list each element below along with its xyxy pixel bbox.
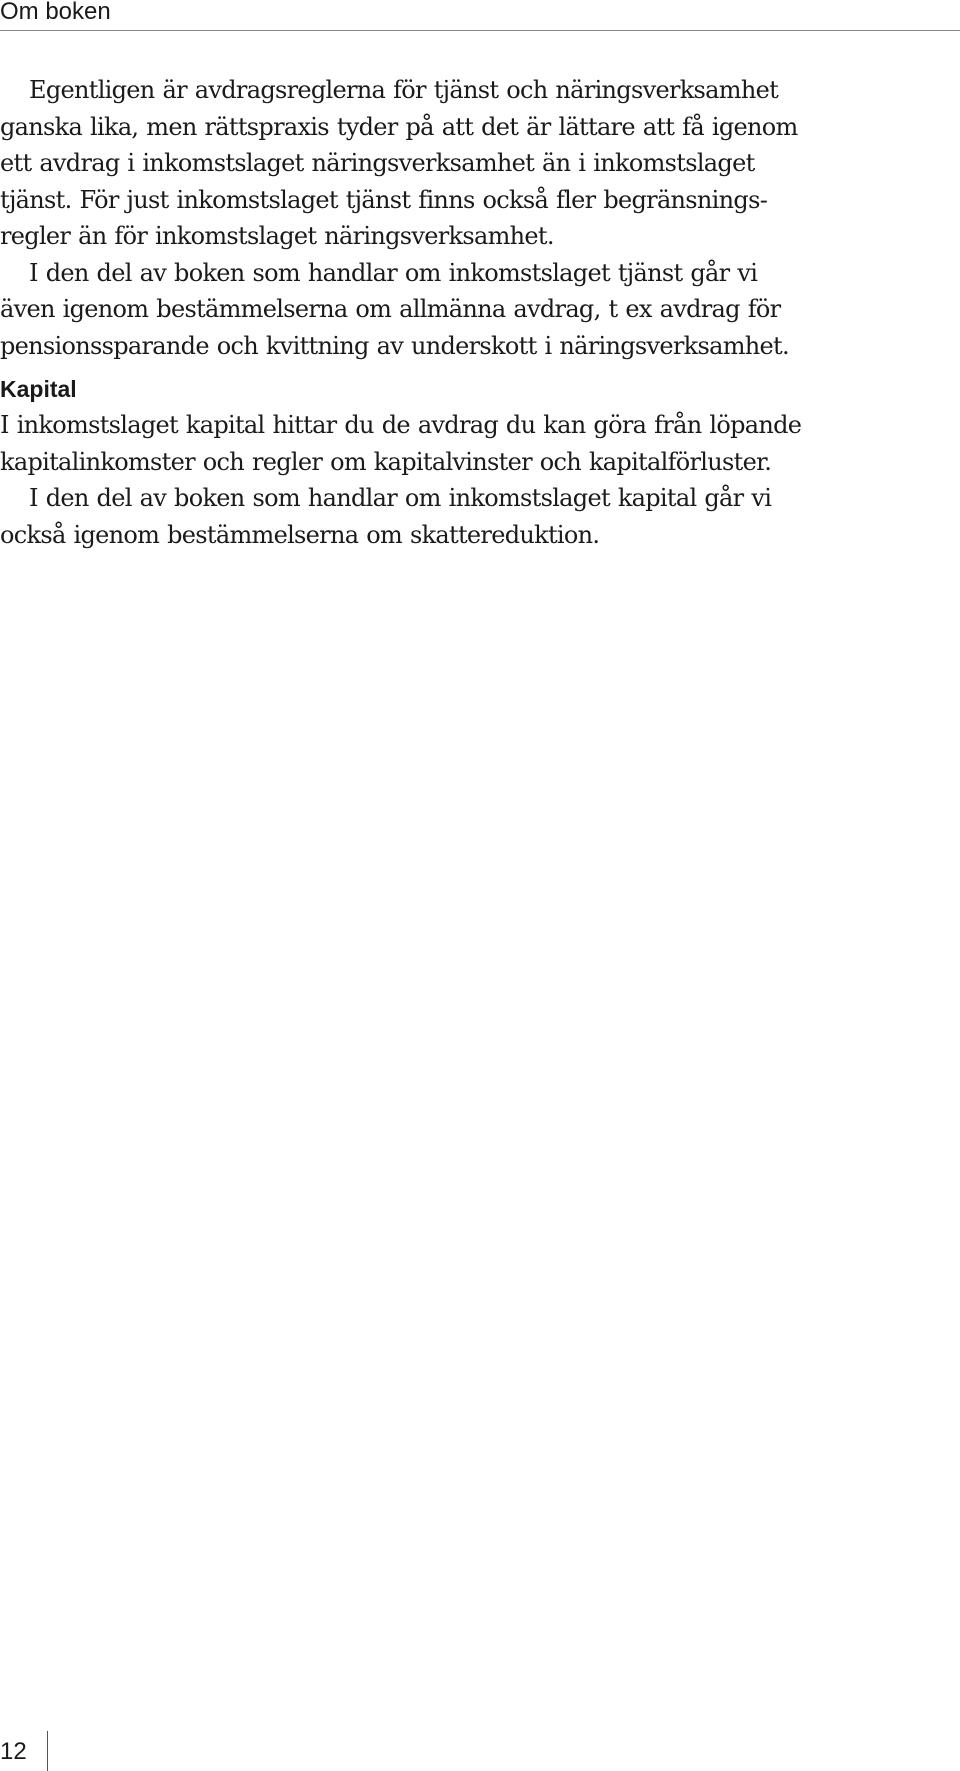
intro-paragraph-1 [0, 72, 960, 255]
kapital-paragraph-1 [0, 407, 960, 480]
section-heading-kapital: Kapital [0, 376, 77, 402]
text-line: pensionssparande och kvittning av underskott i näringsverksamhet. [0, 331, 789, 360]
running-head: Om boken [0, 0, 111, 25]
folio-divider [47, 1731, 48, 1771]
kapital-paragraph-2 [0, 480, 960, 553]
text-line: även igenom bestämmelserna om allmänna avdrag, t ex avdrag för [0, 295, 781, 323]
header-divider [0, 30, 960, 31]
text-line: I den del av boken som handlar om inkomstslaget kapital går vi [29, 484, 772, 512]
text-line: regler än för inkomstslaget näringsverksamhet. [0, 222, 554, 250]
page-number: 12 [0, 1738, 27, 1765]
intro-paragraph-2 [0, 255, 960, 365]
text-line: också igenom bestämmelserna om skattereduktion. [0, 520, 600, 549]
body-text [0, 72, 960, 553]
text-line: I inkomstslaget kapital hittar du de avdrag du kan göra från löpande [0, 411, 802, 439]
text-line: Egentligen är avdragsreglerna för tjänst och näringsverksamhet [29, 76, 779, 104]
text-line: kapitalinkomster och regler om kapitalvinster och kapitalförluster. [0, 447, 772, 476]
text-line: ett avdrag i inkomstslaget näringsverksamhet än i inkomstslaget [0, 149, 755, 177]
text-line: I den del av boken som handlar om inkomstslaget tjänst går vi [29, 258, 758, 287]
text-line: tjänst. För just inkomstslaget tjänst finns också fler begränsnings- [0, 185, 768, 214]
text-line: ganska lika, men rättspraxis tyder på att det är lättare att få igenom [0, 112, 798, 141]
